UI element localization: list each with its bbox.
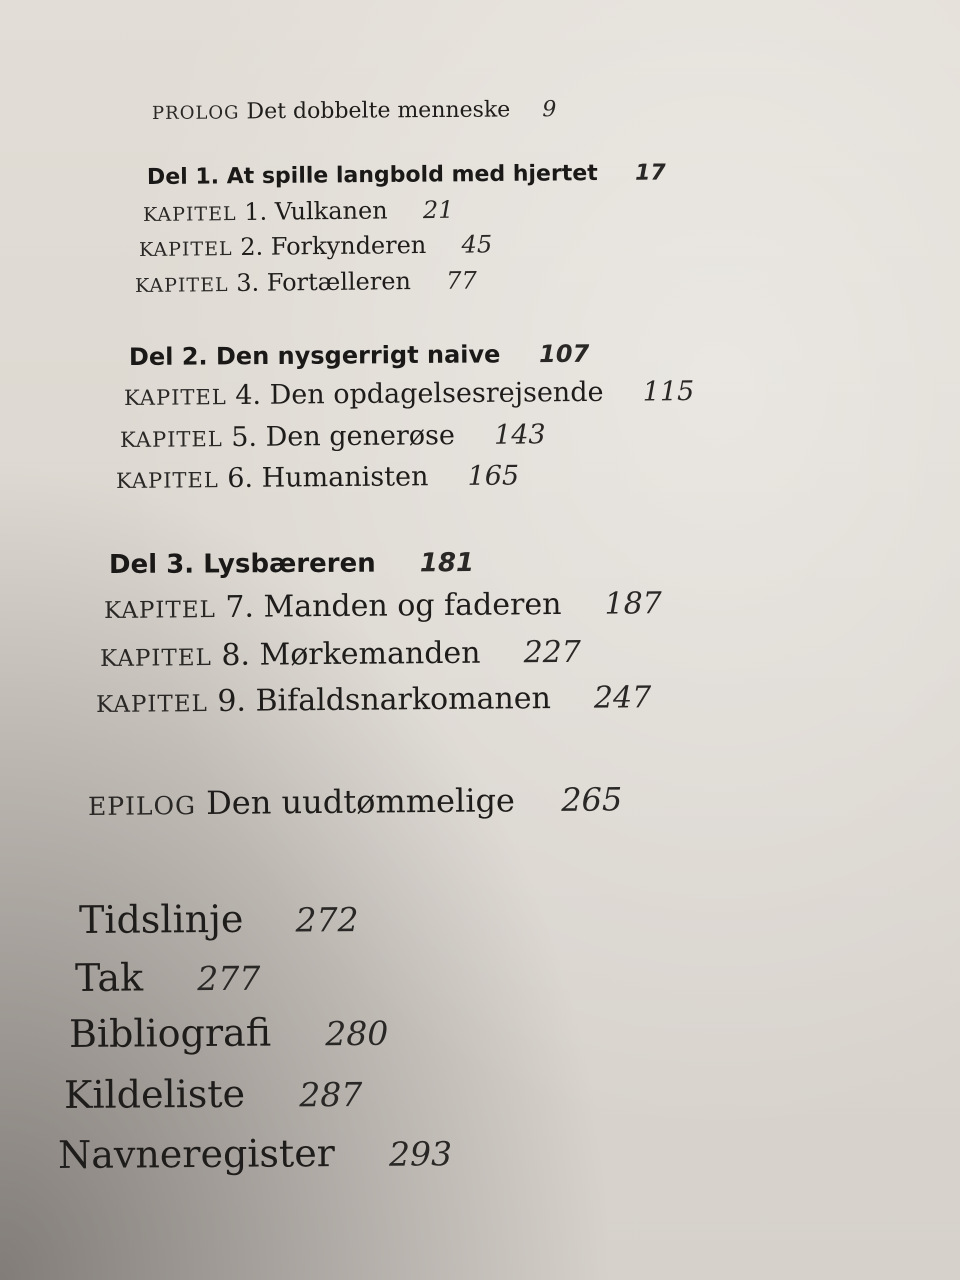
entry-title: Manden og faderen xyxy=(263,587,562,625)
entry-page-number: 21 xyxy=(422,195,454,225)
entry-label: PROLOG xyxy=(151,102,240,124)
toc-entry-chapter-6 xyxy=(116,460,519,495)
entry-label: KAPITEL xyxy=(142,203,237,226)
entry-page-number: 227 xyxy=(523,634,582,671)
entry-number: 7. xyxy=(225,589,255,625)
entry-page-number: 187 xyxy=(604,586,662,622)
toc-entry-prolog xyxy=(152,97,556,125)
toc-entry-chapter-7 xyxy=(104,586,662,626)
entry-title: Den opdagelsesrejsende xyxy=(269,376,604,411)
toc-entry-chapter-5 xyxy=(120,419,546,454)
part-page-number: 17 xyxy=(634,160,666,186)
toc-entry-epilog xyxy=(88,780,623,823)
toc-entry-chapter-8 xyxy=(100,635,581,674)
entry-title: Fortælleren xyxy=(266,267,412,297)
entry-title: Mørkemanden xyxy=(259,635,481,673)
toc-entry-backmatter xyxy=(58,1130,452,1177)
entry-title: Navneregister xyxy=(57,1131,336,1177)
entry-page-number: 265 xyxy=(561,780,623,819)
entry-page-number: 280 xyxy=(325,1013,389,1054)
entry-title: Tidslinje xyxy=(78,896,244,942)
entry-page-number: 293 xyxy=(388,1134,453,1174)
entry-label: KAPITEL xyxy=(95,691,208,718)
entry-title: Bibliografi xyxy=(68,1010,272,1056)
entry-number: 3. xyxy=(236,268,260,297)
part-title: Del 2. Den nysgerrigt naive xyxy=(128,340,501,371)
entry-number: 6. xyxy=(227,462,254,495)
part-page-number: 107 xyxy=(539,339,590,369)
entry-page-number: 115 xyxy=(642,376,695,408)
entry-title: Det dobbelte menneske xyxy=(246,97,511,125)
entry-label: KAPITEL xyxy=(134,274,229,297)
part-page-number: 181 xyxy=(419,548,475,579)
entry-title: Forkynderen xyxy=(270,230,427,261)
toc-entry-chapter-4 xyxy=(124,376,695,412)
entry-page-number: 9 xyxy=(542,97,557,123)
entry-title: Den generøse xyxy=(265,420,456,453)
entry-page-number: 45 xyxy=(461,230,493,259)
entry-number: 9. xyxy=(217,683,247,719)
part-title: Del 3. Lysbæreren xyxy=(108,548,376,580)
entry-page-number: 287 xyxy=(299,1074,363,1115)
entry-number: 4. xyxy=(235,379,262,412)
entry-number: 8. xyxy=(221,637,251,673)
entry-title: Tak xyxy=(74,955,144,1000)
toc-entry-backmatter xyxy=(79,896,359,942)
entry-page-number: 272 xyxy=(295,900,359,940)
toc-part-3 xyxy=(109,548,474,580)
entry-page-number: 247 xyxy=(593,680,652,716)
toc-entry-backmatter xyxy=(75,955,261,1000)
entry-title: Vulkanen xyxy=(274,196,388,226)
toc-part-1 xyxy=(147,160,666,190)
toc-entry-chapter-2 xyxy=(139,230,492,262)
toc-entry-backmatter xyxy=(69,1010,389,1056)
entry-page-number: 165 xyxy=(467,460,520,492)
entry-label: EPILOG xyxy=(87,791,197,821)
toc-entry-chapter-3 xyxy=(135,266,477,298)
toc-entry-chapter-9 xyxy=(96,680,652,720)
entry-number: 1. xyxy=(244,197,268,226)
entry-title: Humanisten xyxy=(261,461,429,494)
entry-page-number: 277 xyxy=(197,958,261,999)
entry-label: KAPITEL xyxy=(99,645,212,672)
entry-title: Den uudtømmelige xyxy=(206,781,516,822)
entry-title: Kildeliste xyxy=(63,1071,246,1117)
toc-entry-chapter-1 xyxy=(143,196,454,227)
entry-label: KAPITEL xyxy=(103,597,216,624)
entry-title: Bifaldsnarkomanen xyxy=(255,681,552,719)
entry-label: KAPITEL xyxy=(115,468,219,493)
entry-page-number: 77 xyxy=(446,266,477,295)
entry-page-number: 143 xyxy=(493,419,546,451)
entry-label: KAPITEL xyxy=(123,385,227,410)
entry-label: KAPITEL xyxy=(138,238,233,261)
toc-part-2 xyxy=(129,340,589,371)
part-title: Del 1. At spille langbold med hjertet xyxy=(146,161,598,190)
toc-entry-backmatter xyxy=(64,1071,363,1117)
entry-number: 2. xyxy=(240,232,264,261)
entry-label: KAPITEL xyxy=(119,427,223,452)
entry-number: 5. xyxy=(231,421,258,454)
